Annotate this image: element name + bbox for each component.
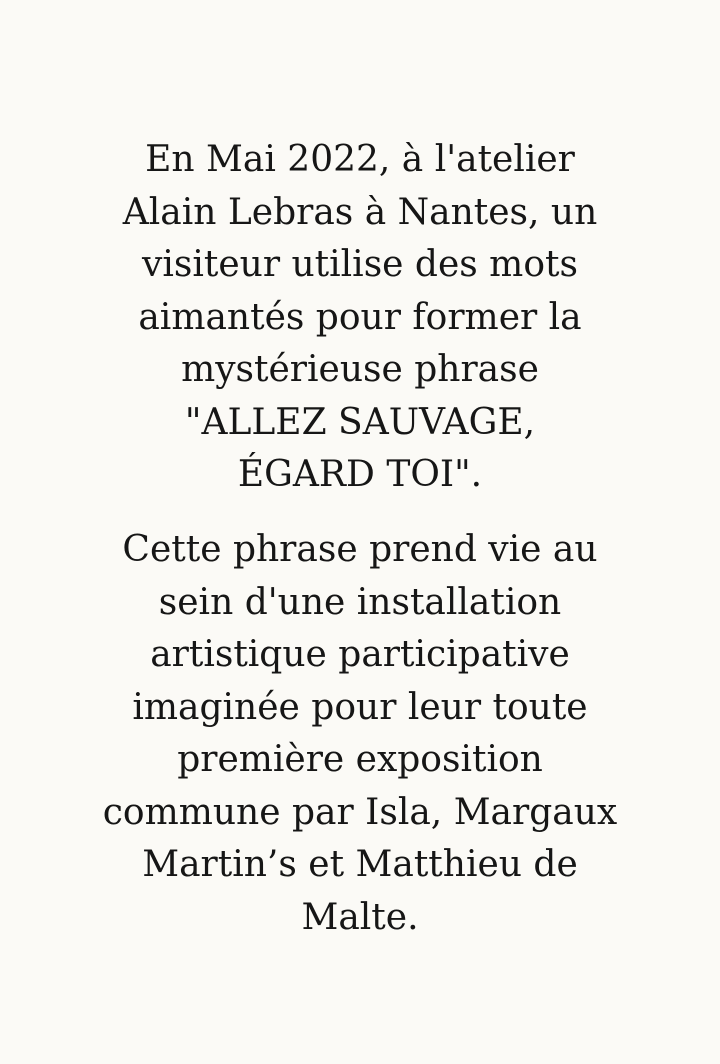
text-line: visiteur utilise des mots [142, 244, 578, 285]
text-line: imaginée pour leur toute [132, 686, 588, 728]
text-line: "ALLEZ SAUVAGE, [184, 401, 536, 443]
text-line: Martin’s et Matthieu de [142, 844, 578, 885]
paragraph-installation [60, 524, 660, 944]
text-line: En Mai 2022, à l'atelier [145, 139, 575, 180]
text-line: Malte. [301, 896, 419, 938]
text-line: Cette phrase prend vie au [122, 529, 598, 570]
text-line: artistique participative [150, 634, 570, 675]
text-line: ÉGARD TOI". [237, 454, 483, 495]
text-line: Alain Lebras à Nantes, un [122, 191, 598, 233]
text-line: mystérieuse phrase [181, 349, 539, 390]
paragraph-intro [60, 134, 660, 502]
text-line: sein d'une installation [158, 581, 562, 623]
text-line: aimantés pour former la [138, 296, 582, 338]
text-line: première exposition [177, 739, 543, 780]
text-line: commune par Isla, Margaux [102, 791, 618, 833]
